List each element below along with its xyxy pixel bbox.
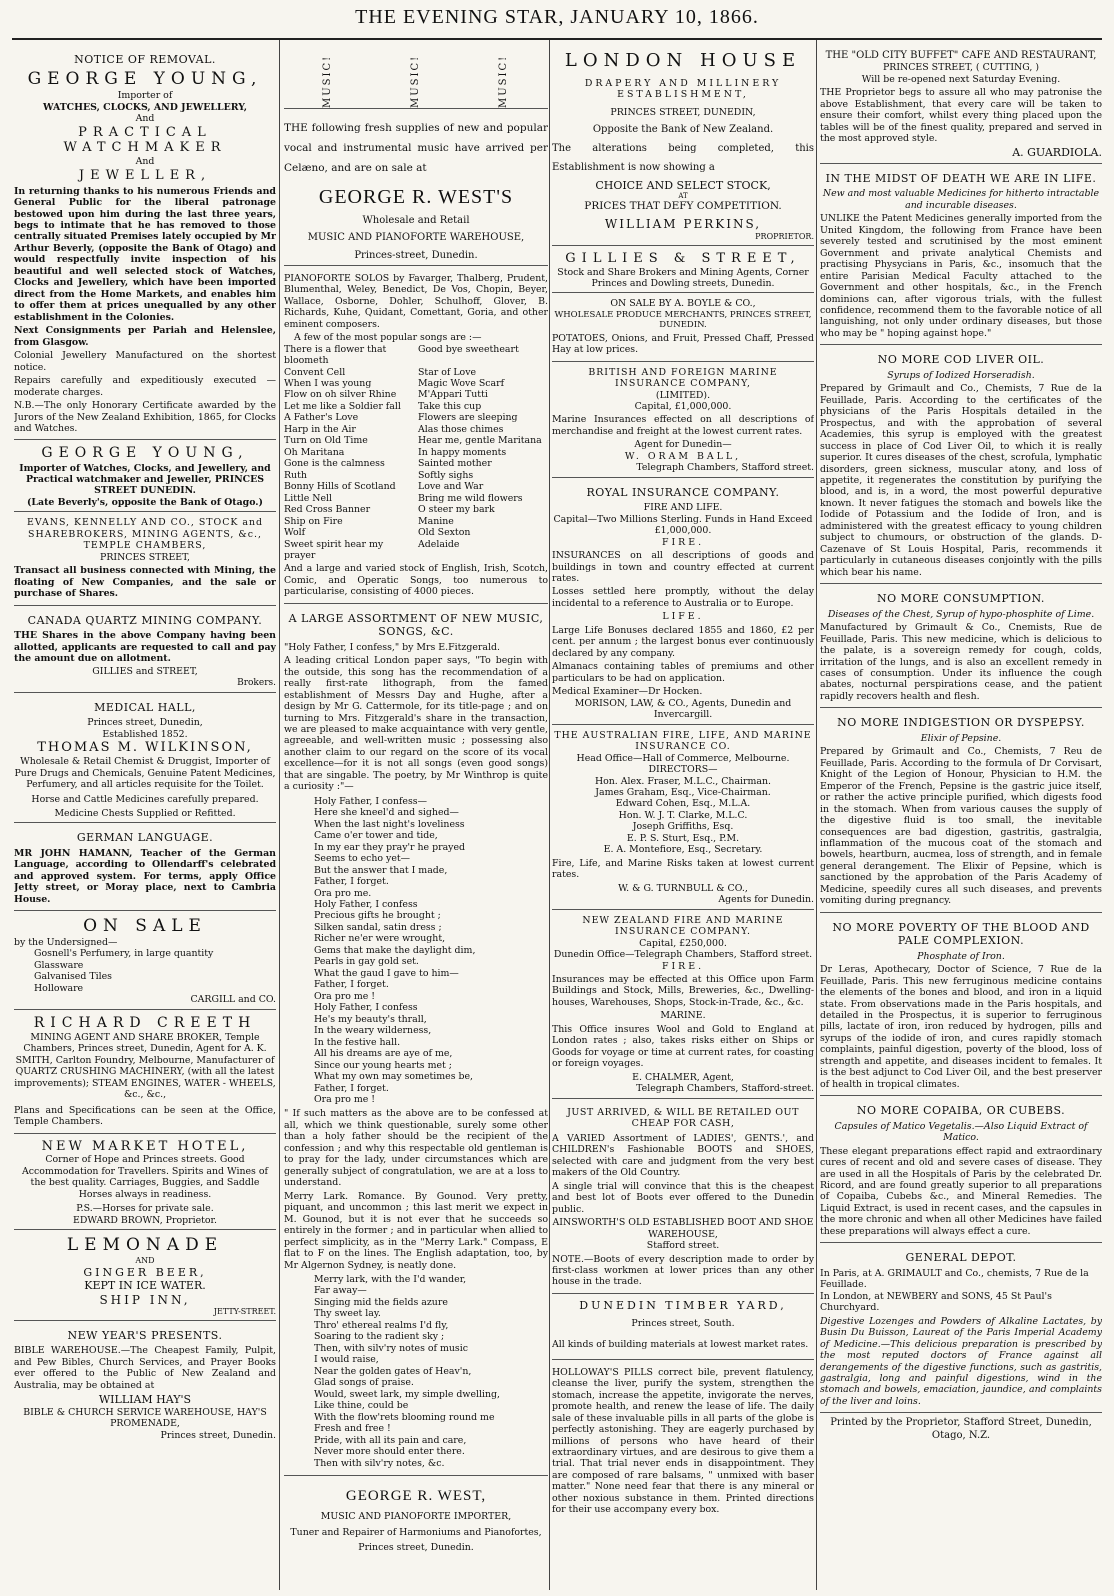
ad-body: Losses settled here promptly, without the delay incidental to a reference to Australia or to Europe. <box>552 586 814 609</box>
ad-signature: W. ORAM BALL, <box>624 450 742 462</box>
ad-name: BRITISH AND FOREIGN MARINE INSURANCE COMPANY, <box>588 366 778 390</box>
ad-text: DRAPERY AND MILLINERY ESTABLISHMENT, <box>584 77 782 101</box>
ad-body: Wholesale & Retail Chemist & Druggist, Importer of Pure Drugs and Chemicals, Genuine Patent Medicines, Perfumery, and all articles requisite for the Toilet. <box>14 756 276 791</box>
ad-body: UNLIKE the Patent Medicines generally imported from the United Kingdom, the following from France have been severely tested and scrutinised by the most eminent Government and private analytical Chemists and practising Physycians in Paris, &c., insomuch that the entire Parisian Medical Faculty attached to the Government and other hospitals, &c., in the French dominions can, after vigorous trials, with the fullest confidence, recommend them to the favorable notice of all languishing, not only under ordinary diseases, but those who may be " hoping against hope." <box>820 213 1102 339</box>
ad-onsale <box>14 914 276 1010</box>
song-title: Bring me wild flowers <box>418 492 523 504</box>
song-title: O steer my bark <box>418 504 495 516</box>
ad-cafe <box>820 48 1102 164</box>
ad-name: NEW ZEALAND FIRE AND MARINE INSURANCE COMPANY. <box>582 914 784 938</box>
ad-heading: CANADA QUARTZ MINING COMPANY. <box>27 613 263 627</box>
column-4 <box>820 48 1102 1588</box>
ad-body: Repairs carefully and expeditiously executed —moderate charges. <box>14 375 276 398</box>
ad-name: ON SALE <box>83 916 207 937</box>
ad-text: MUSIC AND PIANOFORTE WAREHOUSE, <box>307 232 525 244</box>
ad-cod-liver <box>820 348 1102 584</box>
ad-west-songs <box>284 269 548 604</box>
ad-text: WHOLESALE PRODUCE MERCHANTS, PRINCES STREET, DUNEDIN. <box>554 309 812 331</box>
ad-text: Medical Examiner—Dr Hocken. <box>552 686 703 698</box>
ad-body: Fire, Life, and Marine Risks taken at lowest current rates. <box>552 857 814 881</box>
ad-text: (LIMITED). <box>655 389 711 401</box>
song-title: Ruth <box>284 469 307 481</box>
column-divider <box>549 40 550 1590</box>
ad-text: PRACTICAL WATCHMAKER <box>63 124 227 156</box>
ad-heading: ON SALE BY A. BOYLE & CO., <box>610 298 756 310</box>
music-tab: MUSIC! <box>497 54 509 108</box>
ad-heading: GERMAN LANGUAGE. <box>76 831 214 845</box>
song-title: Alas those chimes <box>418 423 504 435</box>
song-title: Softly sighs <box>418 469 474 481</box>
ad-body: Large Life Bonuses declared 1855 and 1860, £2 per cent. per annum ; the largest bonus ever continuously declared by any company. <box>552 624 814 659</box>
song-title: Love and War <box>418 481 484 493</box>
ad-text: GINGER BEER, <box>83 1265 207 1279</box>
ad-body: PIANOFORTE SOLOS by Favarger, Thalberg, Prudent, Blumenthal, Weley, Benedict, De Vos, Chopin, Beyer, Wallace, Osborne, Dohler, Schulhoff, Glover, B. Richards, Kuhe, Quidant, Comettant, Goria, and other eminent composers. <box>284 272 548 330</box>
ad-gillies <box>552 249 814 294</box>
ad-australian-insurance <box>552 728 814 910</box>
song-title: Red Cross Banner <box>284 504 371 516</box>
ad-text: Princes street, Dunedin. <box>358 1542 474 1554</box>
ad-body: HOLLOWAY'S PILLS correct bile, prevent flatulency, cleanse the liver, purify the system, strengthen the stomach, increase the appetite, invigorate the nerves, promote health, and renew the lease of life. The daily sale of these invaluable pills in all parts of the globe is perfectly astonishing. They are eagerly purchased by millions of persons who have heard of their extraordinary virtues, and are desirous to give them a trial. That trial never ends in disappointment. They are composed of rare balsams, " unmixed with baser matter." None need fear that there is any mineral or other noxious substance in them. Printed directions for their use accompany every box. <box>552 1366 814 1516</box>
ad-text: Stafford street. <box>646 1240 720 1252</box>
ad-heading: NO MORE COD LIVER OIL. <box>877 353 1045 367</box>
ad-text: Opposite the Bank of New Zealand. <box>592 124 774 136</box>
song-title: Good bye sweetheart <box>418 343 519 355</box>
song-title: Old Sexton <box>418 527 471 539</box>
song-title: Harp in the Air <box>284 423 356 435</box>
printer-imprint: Printed by the Proprietor, Stafford Street, Dunedin, Otago, N.Z. <box>830 1417 1092 1441</box>
ad-body: Importer of Watches, Clocks, and Jewellery, and Practical watchmaker and Jeweller, PRINCES STREET DUNEDIN. <box>19 462 271 497</box>
ad-signature: CARGILL and CO. <box>190 994 276 1006</box>
ad-signature: A. GUARDIOLA. <box>1012 146 1102 160</box>
ad-text: Dunedin Office—Telegraph Chambers, Stafford street. <box>553 949 813 961</box>
ad-body: Insurances may be effected at this Office upon Farm Buildings and Stock, Mills, Breweries, &c., Dwelling-houses, Warehouses, Shops, Stock-in-Trade, &c., &c. <box>552 974 814 1008</box>
ad-nz-insurance <box>552 913 814 1099</box>
ad-heading: NOTICE OF REMOVAL. <box>74 53 216 66</box>
ad-body: A leading critical London paper says, "To begin with the outside, this song has the recommendation of a really first-rate lithograph, from the famed establishment of Messrs Day and Hughe, after a design by Mr G. Cattermole, for its title-page ; and on turning to Mrs. Fitzgerald's share in the transaction, we are pleased to make acquaintance with very gentle, agreeable, and well-written music ; possessing also another claim to our regard on the score of its vocal excellence—for it is not all songs (even good songs) that are singable. The poetry, by Mr Winthrop is quite a curiosity :"— <box>284 655 548 793</box>
ad-text: Will be re-opened next Saturday Evening. <box>861 73 1061 85</box>
ad-text: And <box>135 113 155 125</box>
ad-body: INSURANCES on all descriptions of goods and buildings in town and country effected at current rates. <box>552 550 814 585</box>
ad-removal <box>14 48 276 440</box>
ad-body: NOTE.—Boots of every description made to order by first-class workmen at lower prices than any other house in the trade. <box>552 1253 814 1288</box>
ad-text: WATCHES, CLOCKS, AND JEWELLERY, <box>43 101 247 113</box>
ad-name: RICHARD CREETH <box>33 1014 257 1031</box>
ad-text: Agent for Dunedin— <box>634 439 732 451</box>
ad-royal-insurance <box>552 481 814 725</box>
ad-subheading: Phosphate of Iron. <box>917 950 1005 962</box>
ad-signature: Agents for Dunedin. <box>718 894 814 906</box>
ad-text: MARINE. <box>660 1010 706 1022</box>
ad-body: THE Shares in the above Company having been allotted, applicants are requested to call and pay the amount due on allotment. <box>14 630 276 665</box>
ad-text: PRINCES STREET, ( CUTTING, ) <box>882 62 1040 74</box>
ad-name: GEORGE YOUNG, <box>41 445 249 462</box>
ad-body: (Late Beverly's, opposite the Bank of Otago.) <box>26 496 263 508</box>
ad-body: N.B.—The only Honorary Certificate awarded by the Jurors of the New Zealand Exhibition, 1865, for Clocks and Watches. <box>14 400 276 434</box>
ad-text: Princes street, Dunedin, <box>87 717 203 729</box>
song-title: Adelaide <box>418 538 460 550</box>
ad-text: Wholesale and Retail <box>362 215 470 227</box>
ad-body: BIBLE WAREHOUSE.—The Cheapest Family, Pulpit, and Pew Bibles, Church Services, and Prayer Books ever offered to the Public of New Zealand and Australia, may be obtained at <box>14 1345 276 1391</box>
ad-text: A few of the most popular songs are :— <box>294 332 482 344</box>
ad-name: WILLIAM HAY'S <box>98 1393 192 1407</box>
poem: Merry lark, with the I'd wander, Far away— Singing mid the fields azure Thy sweet lay. Thro' ethereal realms I'd fly, Soaring to the radient sky ; Then, with silv'ry notes of music I would raise, Near the golden gates of Heav'n, Glad songs of praise. Would, sweet lark, my simple dwelling, Like thine, could be With the flow'rets blooming round me Fresh and free ! Pride, with all its pain and care, Never more should enter there. Then with silv'ry notes, &c. <box>314 1274 501 1469</box>
ad-text: PRICES THAT DEFY COMPETITION. <box>584 200 782 213</box>
song-title: Hear me, gentle Maritana <box>418 435 542 447</box>
ad-west-footer <box>284 1479 548 1557</box>
ad-heading: IN THE MIDST OF DEATH WE ARE IN LIFE. <box>825 171 1097 185</box>
ad-text: SHIP INN, <box>99 1292 191 1307</box>
director: Hon. W. J. T. Clarke, M.L.C. <box>618 809 748 821</box>
ad-text: CHOICE AND SELECT STOCK, <box>595 178 771 192</box>
ad-signature: MORISON, LAW, & CO., Agents, Dunedin and Invercargill. <box>574 697 792 721</box>
ad-text: Tuner and Repairer of Harmoniums and Pianofortes, <box>290 1526 542 1538</box>
director: James Graham, Esq., Vice-Chairman. <box>595 786 771 798</box>
ad-creeth <box>14 1013 276 1134</box>
ad-signature: EDWARD BROWN, Proprietor. <box>73 1214 217 1226</box>
song-title: There is a flower that bloometh <box>284 343 387 367</box>
ad-body: In returning thanks to his numerous Friends and General Public for the liberal patronage bestowed upon him during the last three years, begs to intimate that he has removed to those centrally situated Premises lately occupied by Mr Arthur Beverly, (opposite the Bank of Otago) and would respectfully invite inspection of his beautiful and well selected stock of Watches, Clocks and Jewellery, which have been imported direct from the Home Markets, and enables him to offer them at prices unequalled by any other establishment in the Colonies. <box>14 185 276 323</box>
ad-name: THE AUSTRALIAN FIRE, LIFE, AND MARINE INSURANCE CO. <box>554 729 812 753</box>
song-title: Convent Cell <box>284 366 346 378</box>
ad-text: Princes street, Dunedin. <box>160 1429 276 1441</box>
director: Hon. Alex. Fraser, M.L.C., Chairman. <box>594 775 772 787</box>
ad-signature: PROPRIETOR. <box>755 231 814 241</box>
song-title: Manine <box>418 515 454 527</box>
song-title: M'Appari Tutti <box>418 389 488 401</box>
song-title: Magic Wove Scarf <box>418 377 505 389</box>
ad-name: LONDON HOUSE <box>564 50 802 71</box>
ad-young <box>14 443 276 512</box>
ad-indigestion <box>820 711 1102 912</box>
ad-body: And a large and varied stock of English, Irish, Scotch, Comic, and Operatic Songs, too numerous to particularise, consisting of 4000 pieces. <box>284 563 548 598</box>
song-title: Bonny Hills of Scotland <box>284 481 396 493</box>
ad-signature: Telegraph Chambers, Stafford street. <box>636 462 814 474</box>
song-title: When I was young <box>284 377 372 389</box>
ad-heading: NO MORE POVERTY OF THE BLOOD AND PALE COMPLEXION. <box>832 920 1090 948</box>
ad-subheading: Elixir of Pepsine. <box>920 732 1002 744</box>
song-title: Oh Maritana <box>284 446 345 458</box>
ad-name: DUNEDIN TIMBER YARD, <box>579 1298 787 1312</box>
ad-item: Galvanised Tiles <box>34 971 112 983</box>
ad-lemonade <box>14 1233 276 1321</box>
ad-text: BIBLE & CHURCH SERVICE WAREHOUSE, HAY'S PROMENADE, <box>23 1406 267 1430</box>
ad-body: Stock and Share Brokers and Mining Agents, Corner Princes and Dowling streets, Dunedin. <box>557 266 809 289</box>
ad-text: JETTY-STREET. <box>213 1307 276 1317</box>
ad-body: Horse and Cattle Medicines carefully prepared. <box>31 793 259 805</box>
ad-heading: NO MORE COPAIBA, OR CUBEBS. <box>856 1104 1066 1118</box>
ad-london-house <box>552 48 814 246</box>
ad-name: LEMONADE <box>66 1235 224 1256</box>
ad-body: THE Proprietor begs to assure all who may patronise the above Establishment, that every care will be taken to ensure their comfort, whilst every thing placed upon the tables will be of the finest quality, prepared and served in the most approved style. <box>820 87 1102 144</box>
ad-text: In Paris, at A. GRIMAULT and Co., chemists, 7 Rue de la Feuillade. <box>820 1267 1089 1291</box>
ad-body: All kinds of building materials at lowest market rates. <box>552 1338 809 1350</box>
director: E. A. Montefiore, Esq., Secretary. <box>603 844 763 856</box>
ad-body: Plans and Specifications can be seen at the Office, Temple Chambers. <box>14 1104 276 1128</box>
ad-subheading: Diseases of the Chest, Syrup of hypo-phosphite of Lime. <box>827 608 1095 620</box>
ad-name: GEORGE YOUNG, <box>27 69 263 90</box>
song-title: Gone is the calmness <box>284 458 385 470</box>
song-title: Sainted mother <box>418 458 492 470</box>
ad-heading: A LARGE ASSORTMENT OF NEW MUSIC, SONGS, &C. <box>288 611 544 639</box>
song-title: A Father's Love <box>284 412 359 424</box>
ad-copaiba <box>820 1099 1102 1243</box>
ad-heading: NO MORE CONSUMPTION. <box>877 592 1045 606</box>
song-title: In happy moments <box>418 446 507 458</box>
ad-name: THE "OLD CITY BUFFET" CAFE AND RESTAURANT, <box>825 50 1097 61</box>
ad-name: GILLIES & STREET, <box>565 250 801 266</box>
director: E. P. S. Sturt, Esq., P.M. <box>626 832 740 844</box>
ad-body: THE following fresh supplies of new and popular vocal and instrumental music have arrived per Celæno, and are on sale at <box>284 122 548 174</box>
ad-text: MUSIC AND PIANOFORTE IMPORTER, <box>320 1511 512 1523</box>
ad-subheading: Syrups of Iodized Horseradish. <box>887 369 1035 381</box>
ad-body: POTATOES, Onions, and Fruit, Pressed Chaff, Pressed Hay at low prices. <box>552 332 814 356</box>
ad-text: Capital, £250,000. <box>639 937 727 949</box>
director: Edward Cohen, Esq., M.L.A. <box>615 798 751 810</box>
ad-text: DIRECTORS— <box>648 764 718 776</box>
ad-presents <box>14 1324 276 1444</box>
ad-item: Gosnell's Perfumery, in large quantity <box>34 948 214 960</box>
ad-body: Manufactured by Grimault & Co., Cnemists, Rue de Feuillade, Paris. This new medicine, which is delicious to the palate, is a sovereign remedy for cough, colds, irritation of the lungs, and is also an excellent remedy in cases of consumption. Under its influence the cough abates, nocturnal perspirations cease, and the patient rapidly recovers health and flesh. <box>820 622 1102 702</box>
ad-body: Almanacs containing tables of premiums and other particulars to be had on application. <box>552 661 814 684</box>
ad-west-assortment <box>284 607 548 1476</box>
ad-evans <box>14 515 276 605</box>
poem: Holy Father, I confess— Here she kneel'd and sighed— When the last night's loveliness Came o'er tower and tide, In my ear they pray'r he prayed Seems to echo yet— But the answer that I made, Father, I forget. Ora pro me. Holy Father, I confess Precious gifts he brought ; Silken sandal, satin dress ; Richer ne'er were wrought, Gems that make the daylight dim, Pearls in gay gold set. What the gaud I gave to him— Father, I forget. Ora pro me ! Holy Father, I confess He's my beauty's thrall, In the weary wilderness, In the festive hall. All his dreams are aye of me, Since our young hearts met ; What my own may sometimes be, Father, I forget. Ora pro me ! <box>314 795 476 1105</box>
ad-heading: GENERAL DEPOT. <box>905 1251 1017 1265</box>
ad-heading: JUST ARRIVED, & WILL BE RETAILED OUT CHEAP FOR CASH, <box>567 1106 799 1130</box>
ad-midst-of-death <box>820 167 1102 346</box>
ad-consumption <box>820 587 1102 708</box>
ad-body: Transact all business connected with Mining, the floating of New Companies, and the sale or purchase of Shares. <box>14 565 276 600</box>
ad-british-marine <box>552 365 814 478</box>
ad-text: by the Undersigned— <box>14 936 118 948</box>
ad-text: Head Office—Hall of Commerce, Melbourne. <box>576 752 790 764</box>
ad-text: PRINCES STREET, <box>100 551 190 563</box>
ad-body: Prepared by Grimault and Co., Chemists, 7 Rue de la Feuillade, Paris. According to the certificates of the physicians of the Paris Hospitals detailed in the Prospectus, and with the approbation of several Academies, this syrup is employed with the greatest success in place of Cod Liver Oil, to which it is really superior. It cures diseases of the chest, scrofula, lymphatic disorders, green sickness, muscular atony, and loss of appetite, it regenerates the constitution by purifying the blood, and is, in a word, the most powerful depurative known. It never fatigues the stomach and bowels like the Iodide of Potassium and the Iodide of Iron, and is administered with the greatest efficacy to young children subject to chumours, or obstruction of the glands. D-Cazenave of St Louis Hospital, Paris, recommends it particularly in cutaneous diseases conjointly with the pills which bear his name. <box>820 383 1102 578</box>
column-divider <box>279 40 280 1590</box>
ad-signature: WILLIAM PERKINS, <box>604 217 762 232</box>
column-2 <box>284 48 548 1588</box>
song-list <box>284 344 548 562</box>
ad-text: And <box>135 156 155 168</box>
song-title: Little Nell <box>284 492 333 504</box>
ad-timber-yard <box>552 1297 814 1360</box>
ad-text: Princes-street, Dunedin. <box>354 249 478 261</box>
ad-item: Glassware <box>34 959 84 971</box>
ad-boyle <box>552 296 814 361</box>
ad-body: Prepared by Grimault and Co., Chemists, 7 Reu de Feuillade, Paris. According to the formula of Dr Corvisart, Knight of the Legion of Honour, Physician to H.M. the Emperor of the French, Pepsine is the gastric juice itself, or rather the active principle purified, which digests food in the stomach. When from various causes the supply of the digestive fluid is too small, the inevitable consequences are bad digestion, gastritis, gastralgia, inflammation of the mucous coat of the stomach and bowels, heartburn, aucmea, loss of strength, and in female general derangement. The Elixir of Pepsine, which is sanctioned by the approbation of the Paris Academy of Medicine, speedily cures all such diseases, and prevents vomiting during pregnancy. <box>820 746 1102 907</box>
ad-body: MINING AGENT AND SHARE BROKER, Temple Chambers, Princes street, Dunedin, Agent for A. K. SMITH, Carlton Foundry, Melbourne, Manufacturer of QUARTZ CRUSHING MACHINERY, (with all the latest improvements); STEAM ENGINES, WATER - WHEELS, &c., &c., <box>14 1031 276 1101</box>
column-3 <box>552 48 814 1588</box>
ad-text: FIRE. <box>661 960 705 972</box>
ad-body: Next Consignments per Pariah and Helenslee, from Glasgow. <box>14 325 276 348</box>
ad-body: Colonial Jewellery Manufactured on the shortest notice. <box>14 350 276 373</box>
ad-text: P.S.—Horses for private sale. <box>76 1203 214 1215</box>
ad-text: PRINCES STREET, DUNEDIN, <box>610 106 756 118</box>
ad-body: " If such matters as the above are to be confessed at all, which we think questionable, surely some other than a holy father should be the recipient of the confession ; and why this respectable old gentleman is to pray for the lady, under circumstances which are generally subject of congratulation, we are at a loss to understand. <box>284 1108 548 1189</box>
ad-poverty-blood <box>820 916 1102 1096</box>
ad-west-music <box>284 115 548 266</box>
ad-item: Holloware <box>34 982 84 994</box>
song-title: Star of Love <box>418 366 477 378</box>
song-title: Take this cup <box>418 400 482 412</box>
ad-body: Corner of Hope and Princes streets. Good Accommodation for Travellers. Spirits and Wines of the best quality. Carriages, Buggies, and Saddle Horses always in readiness. <box>22 1154 268 1200</box>
ad-text: LIFE. <box>662 611 704 623</box>
ad-body: A VARIED Assortment of LADIES', GENTS.', and CHILDREN's Fashionable BOOTS and SHOES, selected with care and judgment from the very best makers of the Old Country. <box>552 1132 814 1179</box>
masthead: THE EVENING STAR, JANUARY 10, 1866. <box>355 6 759 28</box>
ad-heading: NEW YEAR'S PRESENTS. <box>67 1328 223 1342</box>
ad-ainsworth <box>552 1102 814 1294</box>
music-tab: MUSIC! <box>409 54 421 108</box>
ad-body: MR JOHN HAMANN, Teacher of the German Language, according to Ollendarff's celebrated and approved system. For terms, apply Office Jetty street, or Moray place, next to Cambria House. <box>14 847 276 905</box>
ad-text: JEWELLER, <box>78 167 212 183</box>
song-title: Let me like a Soldier fall <box>284 400 401 412</box>
song-title: Ship on Fire <box>284 515 343 527</box>
ad-body: A single trial will convince that this is the cheapest and best lot of Boots ever offered to the Dunedin public. <box>552 1180 814 1215</box>
ad-medical <box>14 696 276 824</box>
ad-german <box>14 826 276 911</box>
ad-signature: E. CHALMER, Agent, <box>632 1071 734 1083</box>
ad-body: Dr Leras, Apothecary, Doctor of Science, 7 Rue de la Feuillade, Paris. This new ferruginous medicine contains the elements of the bones and blood, and iron in a liquid state. From observations made in the Paris hospitals, and detailed in the Prospectus, it is superior to ferruginous pills, lactate of iron, iron reduced by hydrogen, pills and syrups of the iodide of iron, and cures rapidly stomach complaints, painful digestion, poverty of the blood, loss of strength and appetite, and diseases incident to females. It is the best adjunct to Cod Liver Oil, and the best preserver of health in tropical climates. <box>820 964 1102 1090</box>
ad-holloway <box>552 1363 814 1521</box>
ad-text: "Holy Father, I confess," by Mrs E.Fitzgerald. <box>284 641 500 653</box>
ad-signature: W. & G. TURNBULL & CO., <box>618 882 748 894</box>
music-tabs <box>284 48 548 109</box>
ad-name: NEW MARKET HOTEL, <box>41 1138 249 1154</box>
director: Joseph Griffiths, Esq. <box>632 821 734 833</box>
ad-subheading: Capsules of Matico Vegetalis.—Also Liquid Extract of Matico. <box>834 1120 1088 1144</box>
ad-signature: GILLIES and STREET, <box>92 666 198 678</box>
ad-text: AT <box>678 191 688 200</box>
song-title: Turn on Old Time <box>284 435 368 447</box>
ad-name: GEORGE R. WEST'S <box>318 185 514 208</box>
song-title: Flowers are sleeping <box>418 412 518 424</box>
ad-body: Merry Lark. Romance. By Gounod. Very pretty, piquant, and uncommon ; this last merit we expect in M. Gounod, but it is not ever that he succeeds so entirely in the former ; and in particular when allied to perfect simplicity, as in the "Merry Lark." Compass, E flat to F on the lines. The English adaptation, too, by Mr Algernon Sydney, is neatly done. <box>284 1190 548 1271</box>
ad-text: FIRE AND LIFE. <box>643 502 723 514</box>
ad-general-depot <box>820 1246 1102 1413</box>
ad-text: Princes street, South. <box>631 1318 735 1330</box>
song-title: Wolf <box>284 527 306 539</box>
song-title: Flow on oh silver Rhine <box>284 389 397 401</box>
ad-text: AND <box>135 1256 155 1265</box>
ad-text: In London, at NEWBERY and SONS, 45 St Paul's Churchyard. <box>820 1290 1052 1314</box>
column-divider <box>816 40 817 1590</box>
masthead-rule <box>12 38 1102 40</box>
ad-heading: NO MORE INDIGESTION OR DYSPEPSY. <box>837 716 1085 730</box>
ad-body: Digestive Lozenges and Powders of Alkaline Lactates, by Busin Du Buisson, Laureat of the Paris Imperial Academy of Medicine.—This delicious preparation is prescribed by the most reputed doctors of France against all derangements of the digestive functions, such as gastritis, gastralgia, long and painful digestions, wind in the stomach and bowels, emaciation, jaundice, and complaints of the liver and loins. <box>820 1315 1102 1407</box>
ad-body: These elegant preparations effect rapid and extraordinary cures of recent and old and severe cases of disease. They are used in all the Hospitals of Paris by the celebrated Dr. Ricord, and are found greatly superior to all preparations of Copaiba, Cubebs &c., and Mineral Remedies. The Liquid Extract, is used in recent cases, and the capsules in the more chronic and when all other Medicines have failed these preparations will always effect a cure. <box>820 1145 1102 1237</box>
ad-text: FIRE. <box>661 536 705 548</box>
ad-text: Capital—Two Millions Sterling. Funds in Hand Exceed £1,000,000. <box>553 513 813 537</box>
ad-text: Capital, £1,000,000. <box>634 400 732 412</box>
column-1 <box>14 48 276 1588</box>
ad-heading: ROYAL INSURANCE COMPANY. <box>586 485 780 499</box>
ad-signature: Brokers. <box>237 677 276 688</box>
ad-subheading: New and most valuable Medicines for hitherto intractable and incurable diseases. <box>822 188 1100 211</box>
ad-body: Medicine Chests Supplied or Refitted. <box>54 808 236 819</box>
ad-text: Importer of <box>117 90 173 102</box>
ad-signature: Telegraph Chambers, Stafford-street. <box>636 1083 814 1095</box>
song-title: Sweet spirit hear my prayer <box>284 538 384 562</box>
ad-hotel <box>14 1137 276 1231</box>
ad-text: KEPT IN ICE WATER. <box>84 1279 206 1293</box>
ad-body: The alterations being completed, this Establishment is now showing a <box>552 142 814 173</box>
ad-text: Established 1852. <box>102 728 188 740</box>
ad-body: Marine Insurances effected on all descriptions of merchandise and freight at the lowest current rates. <box>552 414 814 437</box>
ad-body: This Office insures Wool and Gold to England at London rates ; also, takes risks either on Ships or Goods for voyage or time at current rates, for coasting or foreign voyages. <box>552 1023 814 1070</box>
music-tab: MUSIC! <box>321 54 333 108</box>
ad-name: THOMAS M. WILKINSON, <box>37 740 253 756</box>
ad-name: EVANS, KENNELLY AND CO., STOCK and SHAREBROKERS, MINING AGENTS, &c., TEMPLE CHAMBERS, <box>27 517 263 552</box>
ad-canada <box>14 609 276 693</box>
ad-name: GEORGE R. WEST, <box>345 1487 487 1504</box>
ad-heading: MEDICAL HALL, <box>94 700 196 714</box>
ad-name: AINSWORTH'S OLD ESTABLISHED BOOT AND SHOE WAREHOUSE, <box>552 1217 814 1240</box>
